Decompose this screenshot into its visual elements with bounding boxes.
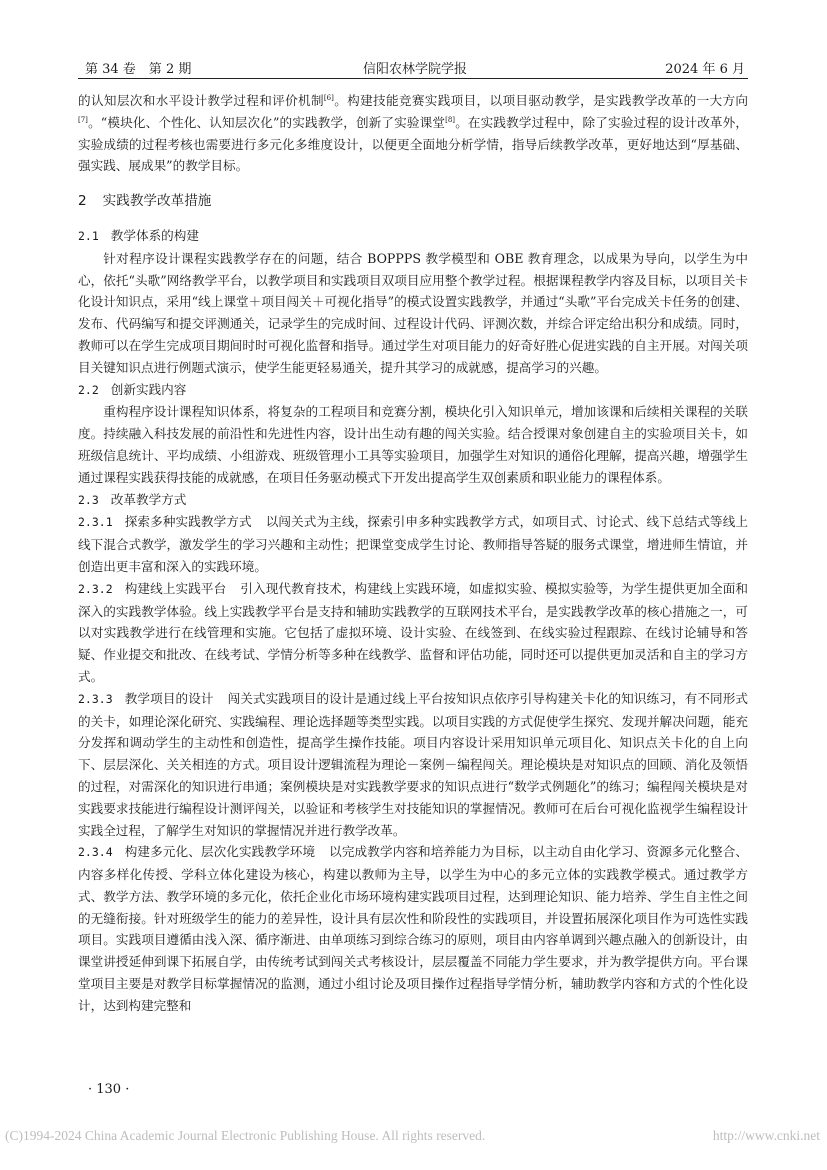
paragraph-2-1: 针对程序设计课程实践教学存在的问题，结合 BOPPPS 教学模型和 OBE 教育理念，以成果为导向，以学生为中心，依托“头歌”网络教学平台，以教学项目和实践项目双项目应用整个教学过程。根据课程教学内容及目标，以项目关卡化设计知识点，采用“线上课堂＋项目闯关＋可视化指导”的模式设置实践教学，并通过“头歌”平台完成关卡任务的创建、发布、代码编写和提交评测通关，记录学生的完成时间、过程设计代码、评测次数，并综合评定给出积分和成绩。同时，教师可以在学生完成项目期间时时可视化监督和指导。通过学生对项目能力的好奇好胜心促进实践的自主开展。对闯关项目关键知识点进行例题式演示，使学生能更轻易通关，提升其学习的成就感，提高学习的兴趣。	[78, 250, 748, 375]
copyright-notice: (C)1994-2024 China Academic Journal Electronic Publishing House. All rights reserved.	[5, 1128, 486, 1143]
paragraph-2-2: 重构程序设计课程知识体系，将复杂的工程项目和竞赛分割，模块化引入知识单元，增加该课和后续相关课程的关联度。持续融入科技发展的前沿性和先进性内容，设计出生动有趣的闯关实验。结合授课对象创建自主的实验项目关卡，如班级信息统计、平均成绩、小组游戏、班级管理小工具等实验项目，加强学生对知识的通俗化理解，提高兴趣，增强学生通过课程实践获得技能的成就感，在项目任务驱动模式下开发出提高学生双创素质和职业能力的课程体系。	[78, 404, 748, 485]
subsection-heading-2-3: 2.3 改革教学方式	[78, 491, 187, 507]
heading-2-3-2: 构建线上实践平台	[124, 580, 227, 596]
running-header	[85, 58, 745, 78]
heading-2-3-4: 构建多元化、层次化实践教学环境	[124, 844, 316, 860]
page-number: · 130 ·	[88, 1082, 130, 1097]
section-heading-2: 2 实践教学改革措施	[78, 193, 212, 210]
paragraph-2-3-3: 2.3.3 教学项目的设计 闯关式实践项目的设计是通过线上平台按知识点依序引导构建关卡化的知识练习，有不同形式的关卡，如理论深化研究、实践编程、理论选择题等类型实践。以项目实践的方式促使学生探究、发现并解决问题，能充分发挥和调动学生的主动性和创造性，提高学生操作技能。项目内容设计采用知识单元项目化、知识点关卡化的自上向下、层层深化、关关相连的方式。项目设计逻辑流程为理论－案例－编程闯关。理论模块是对知识点的回顾、消化及领悟的过程，对需深化的知识进行串通；案例模块是对实践教学要求的知识点进行“数学式例题化”的练习；编程闯关模块是对实践要求技能进行编程设计测评闯关，以验证和考核学生对技能知识的掌握情况。教师可在后台可视化监视学生编程设计实践全过程，了解学生对知识的掌握情况并进行教学改革。	[78, 690, 748, 838]
heading-2-3-3: 教学项目的设计	[124, 690, 214, 706]
subsection-heading-2-1: 2.1 教学体系的构建	[78, 227, 199, 243]
issue-date: 2024 年 6 月	[665, 62, 745, 77]
intro-paragraph: 的认知层次和水平设计教学过程和评价机制[6]。构建技能竞赛实践项目，以项目驱动教学，是实践教学改革的一大方向[7]。“模块化、个性化、认知层次化”的实践教学，创新了实验课堂[8]。在实践教学过程中，除了实验过程的设计改革外，实验成绩的过程考核也需要进行多元化多维度设计，以便更全面地分析学情，指导后续教学改革，更好地达到“厚基础、强实践、展成果”的教学目标。	[78, 93, 749, 174]
cnki-link[interactable]: http://www.cnki.net	[712, 1128, 820, 1143]
citation-8[interactable]: [8]	[445, 115, 456, 124]
header-rule	[78, 78, 748, 79]
paragraph-2-3-4: 2.3.4 构建多元化、层次化实践教学环境 以完成教学内容和培养能力为目标，以主动自由化学习、资源多元化整合、内容多样化传授、学科立体化建设为核心，构建以教师为主导，以学生为中心的多元立体的实践教学模式。通过教学方式、教学方法、教学环境的多元化，依托企业化市场环境构建实践项目过程，达到理论知识、能力培养、学生自主性之间的无缝衔接。针对班级学生的能力的差异性，设计具有层次性和阶段性的实践项目，并设置拓展深化项目作为可选性实践项目。实践项目遵循由浅入深、循序渐进、由单项练习到综合练习的原则，项目由内容单调到兴趣点融入的创新设计，由课堂讲授延伸到课下拓展自学，由传统考试到闯关式考核设计，层层覆盖不同能力学生要求，并为教学提供方向。平台课堂项目主要是对教学目标掌握情况的监测，通过小组讨论及项目操作过程指导学情分析，辅助教学内容和方式的个性化设计，达到构建完整和	[78, 844, 748, 1013]
journal-name: 信阳农林学院学报	[362, 62, 467, 77]
paragraph-2-3-1: 2.3.1 探索多种实践教学方式 以闯关式为主线，探索引申多种实践教学方式，如项目式、讨论式、线下总结式等线上线下混合式教学，激发学生的学习兴趣和主动性；把课堂变成学生讨论、教师指导答疑的服务式课堂，增进师生情谊，并创造出更丰富和深入的实践环境。	[78, 514, 749, 574]
heading-2-3-1: 探索多种实践教学方式	[124, 514, 252, 530]
volume-issue: 第 34 卷 第 2 期	[85, 62, 192, 77]
cnki-footer	[5, 1128, 820, 1148]
citation-7[interactable]: [7]	[78, 115, 88, 124]
paragraph-2-3-2: 2.3.2 构建线上实践平台 引入现代教育技术，构建线上实践环境，如虚拟实验、模拟实验等，为学生提供更加全面和深入的实践教学体验。线上实践教学平台是支持和辅助实践教学的互联网技术平台，是实践教学改革的核心措施之一，可以对实践教学进行在线管理和实施。它包括了虚拟环境、设计实验、在线签到、在线实验过程跟踪、在线讨论辅导和答疑、作业提交和批改、在线考试、学情分析等多种在线教学、监督和评估功能，同时还可以提供更加灵活和自主的学习方式。	[78, 580, 749, 684]
article-body	[78, 90, 748, 1017]
citation-6[interactable]: [6]	[323, 93, 334, 102]
subsection-heading-2-2: 2.2 创新实践内容	[78, 381, 187, 397]
